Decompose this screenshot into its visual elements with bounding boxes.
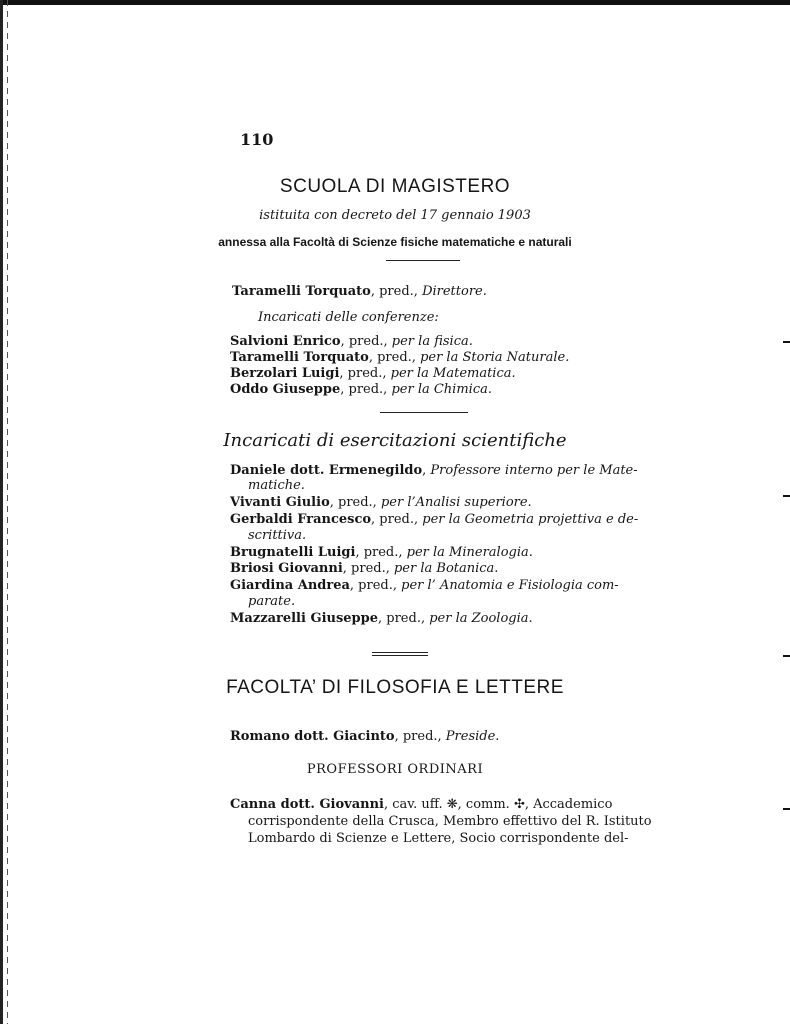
page-number: 110 [240,130,274,149]
list-item [230,350,569,366]
list-item [230,463,638,479]
list-item [230,545,533,561]
conferences-heading: Incaricati delle conferenze: [258,310,439,325]
person-name: Mazzarelli Giuseppe [230,611,378,626]
role-text: Preside. [445,729,500,744]
margin-mark [783,808,790,810]
role-text: per la Mineralogia. [406,545,533,560]
person-name: Giardina Andrea [230,578,350,593]
role-text: Professore interno per le Mate- [430,463,638,478]
person-name: Brugnatelli Luigi [230,545,356,560]
list-item [230,495,532,511]
margin-mark [783,495,790,497]
person-name: Gerbaldi Francesco [230,512,372,527]
title-abbrev: , pred., [378,611,430,626]
role-text: per la Zoologia. [429,611,533,626]
section-title-filosofia: FACOLTA’ DI FILOSOFIA E LETTERE [226,677,564,698]
continuation-line: scrittiva. [248,528,307,543]
divider [386,260,460,261]
annex-line: annessa alla Facoltà di Scienze fisiche matematiche e naturali [218,235,572,249]
canna-entry [230,797,612,813]
person-name: Taramelli Torquato [232,284,371,299]
title-abbrev: , pred., [394,729,446,744]
title-abbrev: , pred., [339,366,391,381]
role-text: per la Geometria projettiva e de- [422,512,639,527]
person-name: Salvioni Enrico [230,334,341,349]
divider [380,412,468,413]
list-item [230,578,619,594]
role-text: per l’Analisi superiore. [380,495,532,510]
continuation-line: parate. [248,594,296,609]
title-abbrev: , pred., [342,561,394,576]
title-abbrev: , pred., [371,512,423,527]
continuation-line: Lombardo di Scienze e Lettere, Socio corrispondente del- [248,831,629,846]
person-name: Daniele dott. Ermenegildo [230,463,423,478]
list-item [230,512,638,528]
list-item [230,366,516,382]
title-abbrev: , [422,463,431,478]
section-title-magistero: SCUOLA DI MAGISTERO [279,176,511,197]
person-name: Vivanti Giulio [230,495,330,510]
title-abbrev: , pred., [340,382,392,397]
title-abbrev: , pred., [370,284,423,299]
preside-entry [230,729,499,745]
role-text: Direttore. [422,284,487,299]
margin-mark [783,655,790,657]
binding-stitching [7,0,8,1024]
page-top-border [0,0,790,5]
continuation-line: matiche. [248,478,305,493]
person-name: Briosi Giovanni [230,561,343,576]
title-abbrev: , pred., [368,350,421,365]
list-item [230,334,473,350]
double-divider-bottom [372,655,428,656]
title-abbrev: , pred., [329,495,381,510]
person-name: Berzolari Luigi [230,366,340,381]
list-item [230,561,498,577]
list-item [230,382,492,398]
title-abbrev: , pred., [355,545,407,560]
person-name: Taramelli Torquato [230,350,369,365]
section-title-esercitazioni: Incaricati di esercitazioni scientifiche [223,430,567,451]
double-divider-top [372,652,428,653]
margin-mark [783,341,790,343]
honors-text: , cav. uff. ❋, comm. ✣, Accademico [383,797,613,812]
role-text: per la Botanica. [393,561,499,576]
ordinari-heading: PROFESSORI ORDINARI [306,762,484,777]
person-name: Oddo Giuseppe [230,382,341,397]
decree-line: istituita con decreto del 17 gennaio 1903 [259,208,531,223]
person-name: Canna dott. Giovanni [230,797,384,812]
binding-edge [0,0,3,1024]
role-text: per la fisica. [391,334,473,349]
continuation-line: corrispondente della Crusca, Membro effettivo del R. Istituto [248,814,652,829]
role-text: per la Matematica. [390,366,516,381]
person-name: Romano dott. Giacinto [230,729,395,744]
role-text: per la Storia Naturale. [420,350,570,365]
title-abbrev: , pred., [349,578,402,593]
role-text: per la Chimica. [391,382,492,397]
role-text: per l’ Anatomia e Fisiologia com- [401,578,619,593]
title-abbrev: , pred., [340,334,392,349]
director-entry [232,284,487,300]
list-item [230,611,533,627]
